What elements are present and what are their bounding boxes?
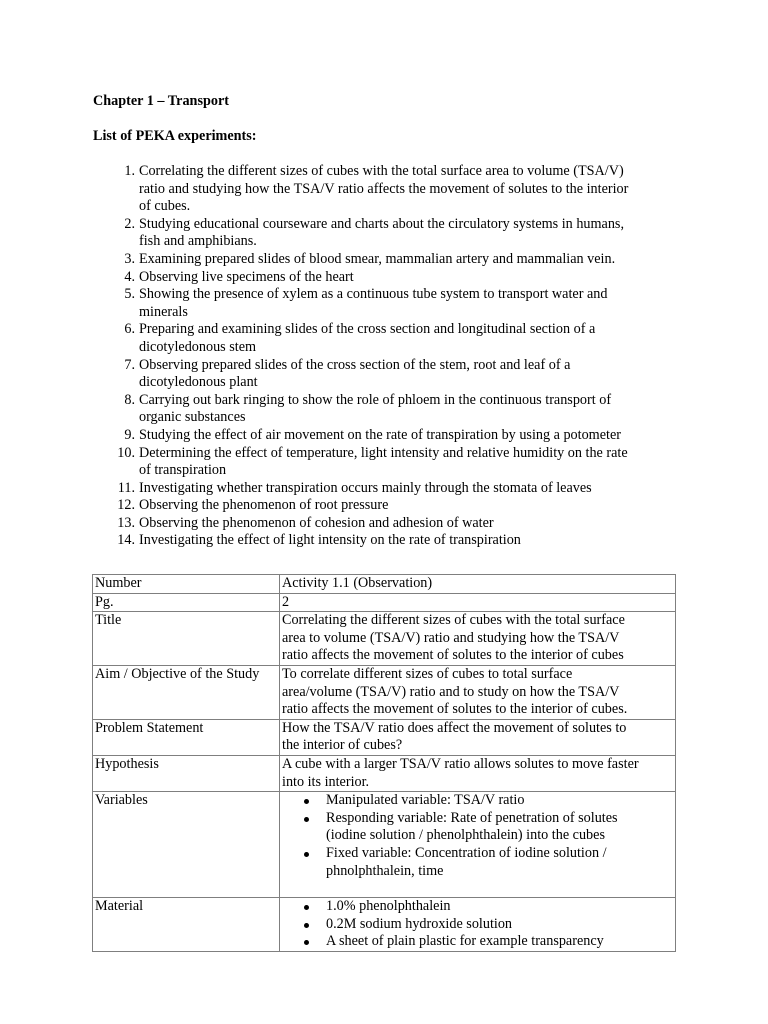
experiment-line: Observing live specimens of the heart	[139, 268, 354, 285]
experiment-number: 10.	[117, 444, 135, 461]
problem-label: Problem Statement	[93, 719, 280, 755]
experiment-number: 12.	[117, 497, 135, 514]
experiment-number: 3.	[124, 250, 135, 267]
number-label: Number	[93, 575, 280, 594]
experiment-line: Correlating the different sizes of cubes with the total surface area to volume (TSA/V)	[139, 163, 624, 179]
experiment-line: dicotyledonous stem	[139, 338, 257, 355]
table-row-aim	[93, 665, 676, 719]
table-row-title	[93, 612, 676, 666]
experiment-item	[93, 321, 678, 356]
list-item: 1.0% phenolphthalein	[282, 898, 673, 916]
experiment-line: Investigating the effect of light intensity on the rate of transpiration	[139, 532, 521, 549]
experiment-line: Examining prepared slides of blood smear, mammalian artery and mammalian vein.	[139, 250, 616, 267]
list-item: Fixed variable: Concentration of iodine solution / phnolphthalein, time	[282, 845, 673, 880]
experiment-number: 1.	[124, 163, 135, 179]
number-value: Activity 1.1 (Observation)	[280, 575, 676, 594]
title-label: Title	[93, 612, 280, 666]
experiment-number: 8.	[124, 391, 135, 408]
experiment-number: 5.	[124, 286, 135, 303]
experiment-number: 9.	[124, 426, 135, 443]
hypothesis-line: into its interior.	[282, 773, 370, 790]
list-item: Manipulated variable: TSA/V ratio	[282, 792, 673, 810]
experiment-item	[93, 163, 678, 216]
problem-line: the interior of cubes?	[282, 737, 403, 754]
experiment-line: of cubes.	[139, 198, 191, 215]
experiment-number: 6.	[124, 321, 135, 338]
experiment-line: Determining the effect of temperature, light intensity and relative humidity on the rate	[139, 444, 628, 461]
experiment-item	[93, 216, 678, 251]
experiment-line: organic substances	[139, 409, 246, 426]
list-item: Responding variable: Rate of penetration of solutes (iodine solution / phenolphthalein) into the cubes	[282, 810, 673, 845]
title-line: area to volume (TSA/V) ratio and studying how the TSA/V	[282, 629, 620, 646]
experiment-item	[93, 251, 678, 269]
experiment-item	[93, 515, 678, 533]
page-label: Pg.	[93, 593, 280, 612]
bullet-icon	[304, 852, 309, 857]
experiment-line: of transpiration	[139, 462, 227, 479]
experiment-line: Investigating whether transpiration occurs mainly through the stomata of leaves	[139, 479, 592, 496]
bullet-icon	[304, 799, 309, 804]
experiment-item	[93, 269, 678, 287]
table-row-page	[93, 593, 676, 612]
bullet-icon	[304, 923, 309, 928]
hypothesis-value	[280, 755, 676, 791]
title-line: ratio affects the movement of solutes to the interior of cubes	[282, 647, 624, 664]
title-value	[280, 612, 676, 666]
experiment-line: Preparing and examining slides of the cross section and longitudinal section of a	[139, 321, 596, 338]
experiment-line: Showing the presence of xylem as a continuous tube system to transport water and	[139, 286, 608, 303]
experiment-line: Observing prepared slides of the cross section of the stem, root and leaf of a	[139, 356, 571, 373]
activity-table	[92, 574, 676, 952]
list-heading: List of PEKA experiments:	[93, 128, 257, 144]
experiment-item	[93, 532, 678, 550]
experiment-list	[93, 163, 678, 550]
experiment-item	[93, 480, 678, 498]
experiment-number: 13.	[117, 514, 135, 531]
aim-line: area/volume (TSA/V) ratio and to study on how the TSA/V	[282, 683, 620, 700]
experiment-line: fish and amphibians.	[139, 233, 257, 250]
experiment-number: 11.	[117, 479, 135, 496]
experiment-line: Carrying out bark ringing to show the role of phloem in the continuous transport of	[139, 391, 612, 408]
hypothesis-line: A cube with a larger TSA/V ratio allows solutes to move faster	[282, 755, 639, 772]
table-row-variables	[93, 792, 676, 898]
page-value: 2	[280, 593, 676, 612]
aim-label: Aim / Objective of the Study	[93, 665, 280, 719]
aim-line: To correlate different sizes of cubes to total surface	[282, 665, 573, 682]
experiment-line: Observing the phenomenon of root pressure	[139, 497, 389, 514]
experiment-item	[93, 357, 678, 392]
experiment-line: dicotyledonous plant	[139, 374, 258, 391]
chapter-title: Chapter 1 – Transport	[93, 93, 229, 109]
table-row-problem	[93, 719, 676, 755]
experiment-number: 7.	[124, 356, 135, 373]
experiment-item	[93, 497, 678, 515]
experiment-number: 4.	[124, 268, 135, 285]
bullet-icon	[304, 940, 309, 945]
table-row-hypothesis	[93, 755, 676, 791]
list-item: A sheet of plain plastic for example transparency	[282, 933, 673, 951]
bullet-icon	[304, 905, 309, 910]
variables-value	[280, 792, 676, 898]
variables-label: Variables	[93, 792, 280, 898]
aim-line: ratio affects the movement of solutes to the interior of cubes.	[282, 701, 628, 718]
experiment-line: Studying the effect of air movement on the rate of transpiration by using a potometer	[139, 426, 621, 443]
table-row-number	[93, 575, 676, 594]
title-line: Correlating the different sizes of cubes with the total surface	[282, 612, 625, 629]
material-list	[282, 898, 673, 951]
experiment-line: Observing the phenomenon of cohesion and adhesion of water	[139, 514, 494, 531]
table-row-material	[93, 898, 676, 952]
bullet-icon	[304, 817, 309, 822]
problem-value	[280, 719, 676, 755]
material-label: Material	[93, 898, 280, 952]
material-value	[280, 898, 676, 952]
experiment-item	[93, 286, 678, 321]
experiment-number: 2.	[124, 215, 135, 232]
experiment-line: Studying educational courseware and charts about the circulatory systems in humans,	[139, 215, 625, 232]
experiment-item	[93, 427, 678, 445]
experiment-number: 14.	[117, 532, 135, 549]
variables-list	[282, 792, 673, 880]
hypothesis-label: Hypothesis	[93, 755, 280, 791]
experiment-line: minerals	[139, 303, 188, 320]
list-item: 0.2M sodium hydroxide solution	[282, 916, 673, 934]
experiment-line: ratio and studying how the TSA/V ratio affects the movement of solutes to the interior	[139, 180, 629, 197]
experiment-item	[93, 445, 678, 480]
problem-line: How the TSA/V ratio does affect the movement of solutes to	[282, 719, 627, 736]
experiment-item	[93, 392, 678, 427]
aim-value	[280, 665, 676, 719]
